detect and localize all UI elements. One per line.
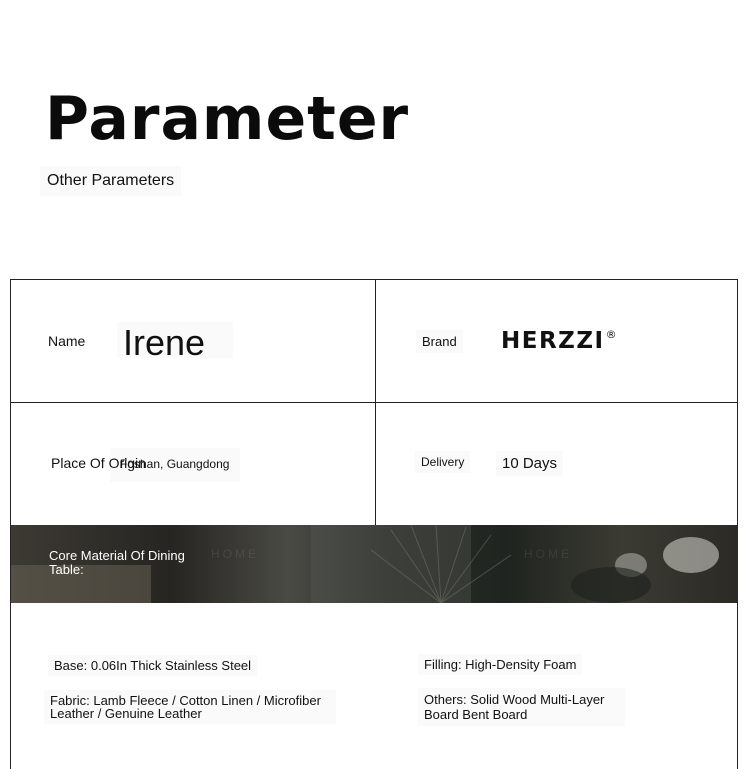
origin-label: Place Of Origin	[51, 455, 146, 471]
brand-name: HERZZI	[501, 328, 605, 354]
brand-logo	[501, 328, 618, 354]
material-fabric: Fabric: Lamb Fleece / Cotton Linen / Microfiber Leather / Genuine Leather	[44, 690, 336, 724]
name-value-chip	[117, 322, 233, 363]
page-title: Parameter	[45, 84, 410, 154]
brand-label: Brand	[416, 330, 463, 353]
delivery-value: 10 Days	[496, 451, 563, 476]
table-row-divider	[11, 402, 738, 403]
origin-value: Foshan, Guangdong	[120, 457, 230, 471]
delivery-label: Delivery	[415, 451, 470, 473]
banner-ghost-left: HOME	[211, 547, 259, 561]
name-label: Name	[48, 333, 86, 349]
core-material-heading: Core Material Of Dining Table:	[49, 548, 185, 577]
material-filling: Filling: High-Density Foam	[418, 654, 582, 675]
banner-ghost-right: HOME	[524, 547, 572, 561]
material-base: Base: 0.06In Thick Stainless Steel	[48, 655, 257, 676]
page-subtitle: Other Parameters	[40, 166, 181, 196]
core-material-banner	[11, 525, 738, 603]
name-value: Irene	[123, 322, 206, 363]
material-others: Others: Solid Wood Multi-Layer Board Bent Board	[418, 688, 625, 726]
registered-mark: ®	[605, 328, 619, 341]
